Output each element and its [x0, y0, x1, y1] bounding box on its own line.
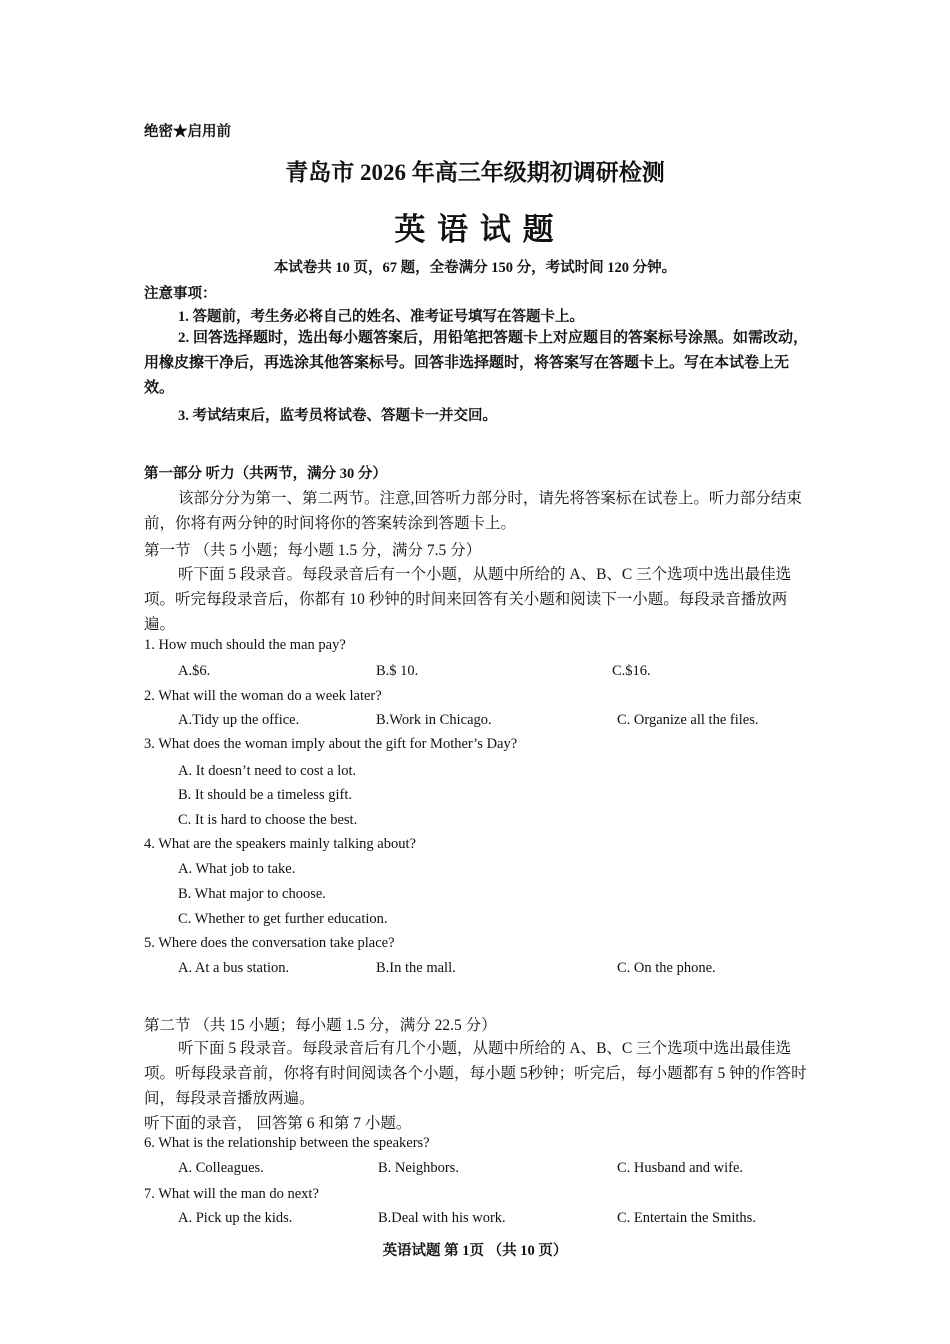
exam-title: 青岛市 2026 年高三年级期初调研检测 — [285, 160, 665, 185]
notice-item-1: 1. 答题前，考生务必将自己的姓名、准考证号填写在答题卡上。 — [178, 309, 584, 325]
question-7: 7. What will the man do next? — [144, 1186, 319, 1202]
q1-option-b: B.$ 10. — [376, 663, 419, 679]
page-footer: 英语试题 第 1页 （共 10 页） — [382, 1243, 568, 1259]
q6-option-c: C. Husband and wife. — [617, 1160, 744, 1176]
q3-option-c: C. It is hard to choose the best. — [178, 812, 358, 828]
section2-intro: 听下面 5 段录音。每段录音后有几个小题，从题中所给的 A、B、C 三个选项中选出最佳选项。听每段录音前，你将有时间阅读各个小题，每小题 5秒钟；听完后，每小题都有 5 钟的作答时间，每段录音播放两遍。 — [144, 1040, 807, 1107]
q5-option-b: B.In the mall. — [376, 960, 456, 976]
q4-option-c: C. Whether to get further education. — [178, 911, 388, 927]
q1-option-a: A.$6. — [178, 663, 211, 679]
q3-option-a: A. It doesn’t need to cost a lot. — [178, 763, 357, 779]
q4-option-a: A. What job to take. — [178, 861, 296, 877]
question-1: 1. How much should the man pay? — [144, 637, 346, 653]
question-5: 5. Where does the conversation take place? — [144, 935, 395, 951]
q3-option-b: B. It should be a timeless gift. — [178, 787, 352, 803]
section1-intro: 听下面 5 段录音。每段录音后有一个小题，从题中所给的 A、B、C 三个选项中选出最佳选项。听完每段录音后，你都有 10 秒钟的时间来回答有关小题和阅读下一小题。每段录音播放两遍。 — [144, 566, 792, 633]
question-4: 4. What are the speakers mainly talking about? — [144, 836, 416, 852]
q6-option-b: B. Neighbors. — [378, 1160, 459, 1176]
q2-option-b: B.Work in Chicago. — [376, 712, 492, 728]
part1-heading: 第一部分 听力（共两节，满分 30 分） — [144, 466, 387, 482]
section1-heading: 第一节 （共 5 小题；每小题 1.5 分，满分 7.5 分） — [144, 542, 482, 559]
confidential-label: 绝密★启用前 — [144, 124, 231, 140]
part1-intro: 该部分分为第一、第二两节。注意,回答听力部分时，请先将答案标在试卷上。听力部分结束前，你将有两分钟的时间将你的答案转涂到答题卡上。 — [144, 490, 802, 532]
q4-option-b: B. What major to choose. — [178, 886, 326, 902]
question-2: 2. What will the woman do a week later? — [144, 688, 382, 704]
section2-heading: 第二节 （共 15 小题；每小题 1.5 分，满分 22.5 分） — [144, 1017, 497, 1034]
notice-item-2: 2. 回答选择题时，选出每小题答案后，用铅笔把答题卡上对应题目的答案标号涂黑。如需改动，用橡皮擦干净后，再选涂其他答案标号。回答非选择题时，将答案写在答题卡上。写在本试卷上无效。 — [144, 330, 809, 396]
q5-option-a: A. At a bus station. — [178, 960, 290, 976]
section2-prompt: 听下面的录音， 回答第 6 和第 7 小题。 — [144, 1115, 412, 1132]
q7-option-a: A. Pick up the kids. — [178, 1210, 293, 1226]
q2-option-a: A.Tidy up the office. — [178, 712, 300, 728]
notice-heading: 注意事项： — [144, 286, 217, 302]
q2-option-c: C. Organize all the files. — [617, 712, 759, 728]
question-6: 6. What is the relationship between the speakers? — [144, 1135, 430, 1151]
question-3: 3. What does the woman imply about the gift for Mother’s Day? — [144, 736, 518, 752]
q5-option-c: C. On the phone. — [617, 960, 716, 976]
exam-info: 本试卷共 10 页，67 题，全卷满分 150 分，考试时间 120 分钟。 — [273, 260, 677, 276]
q7-option-c: C. Entertain the Smiths. — [617, 1210, 756, 1226]
subject-title: 英 语 试 题 — [394, 212, 556, 247]
q7-option-b: B.Deal with his work. — [378, 1210, 506, 1226]
q6-option-a: A. Colleagues. — [178, 1160, 264, 1176]
notice-item-3: 3. 考试结束后，监考员将试卷、答题卡一并交回。 — [178, 408, 497, 424]
q1-option-c: C.$16. — [612, 663, 651, 679]
